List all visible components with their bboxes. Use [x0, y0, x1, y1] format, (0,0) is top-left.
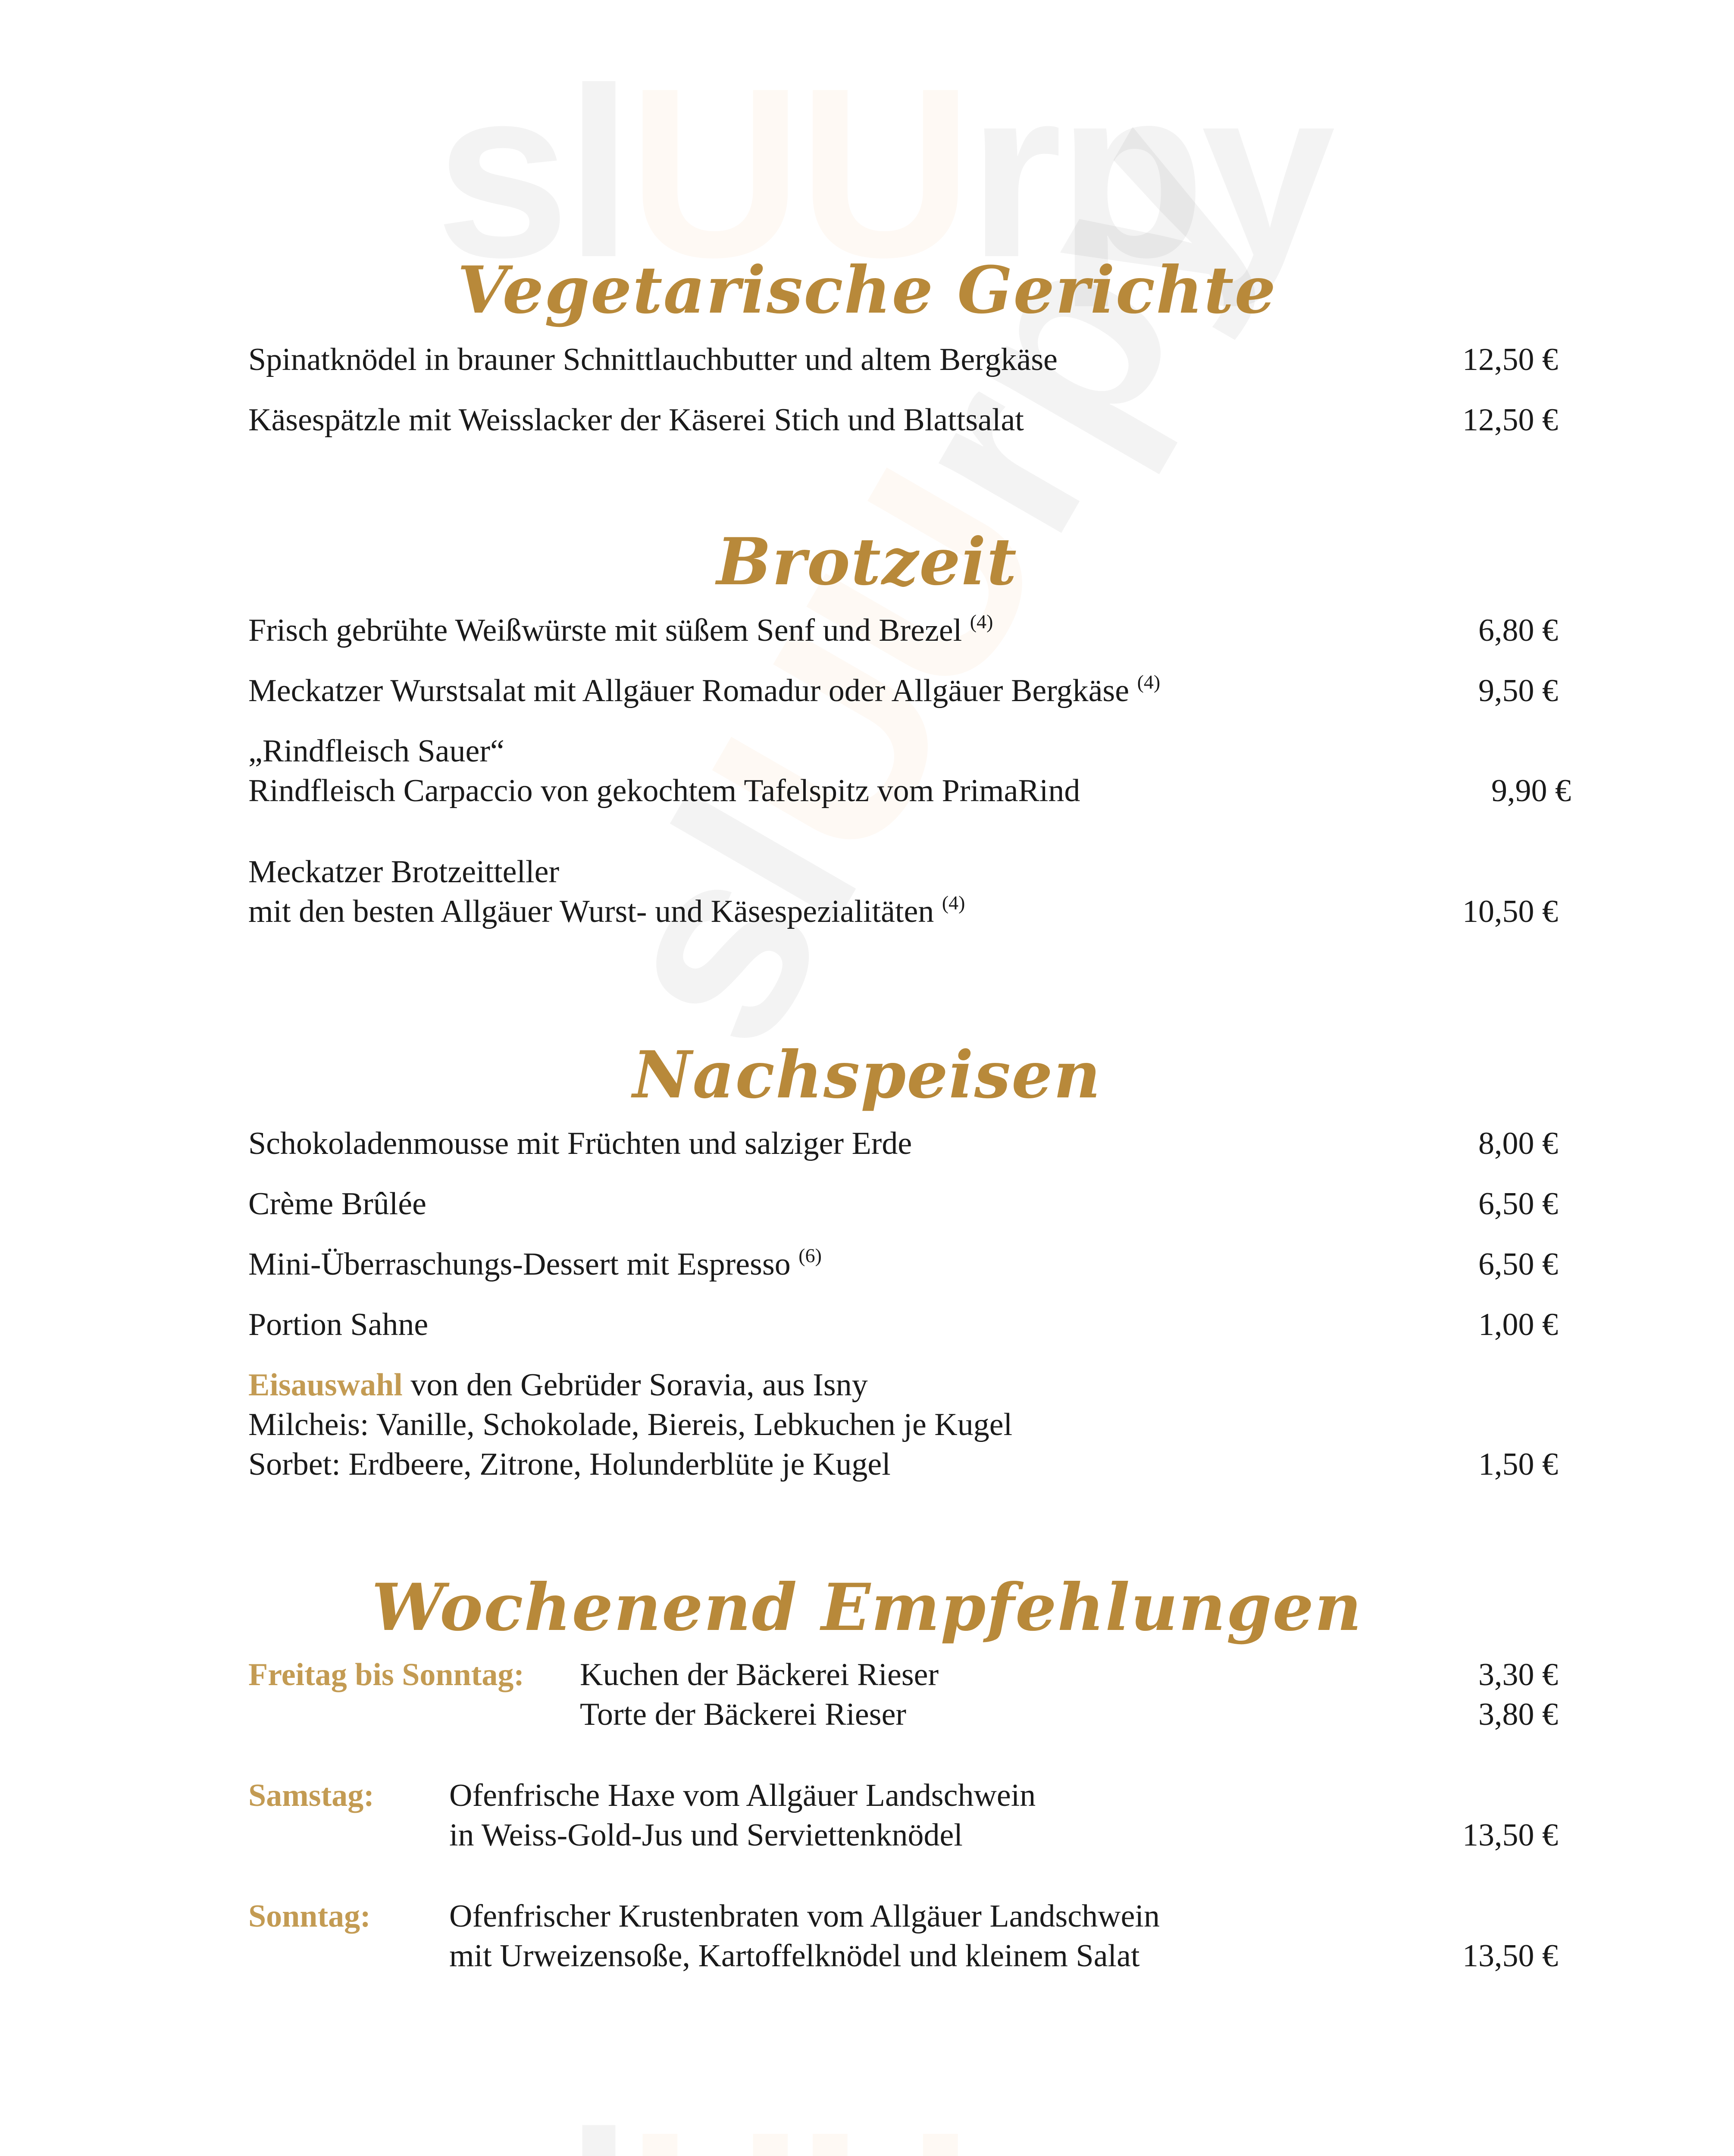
ice-cream-intro: Eisauswahl von den Gebrüder Soravia, aus Isny	[248, 1367, 868, 1403]
heading-brotzeit: Brotzeit	[716, 524, 1018, 600]
menu-item: Crème Brûlée	[248, 1186, 426, 1222]
menu-price: 6,80 €	[1478, 613, 1558, 648]
allergen-note: (4)	[1137, 671, 1161, 693]
menu-item-title: Meckatzer Brotzeitteller	[248, 854, 560, 890]
menu-item: Schokoladenmousse mit Früchten und salziger Erde	[248, 1126, 912, 1161]
allergen-note: (4)	[970, 611, 993, 633]
menu-item: mit den besten Allgäuer Wurst- und Käsespezialitäten $^{(4)}$	[248, 892, 965, 929]
menu-item-title: „Rindfleisch Sauer“	[248, 733, 504, 769]
weekend-label-saturday: Samstag:	[248, 1778, 374, 1813]
menu-price: 10,50 €	[1462, 894, 1558, 929]
menu-item: Kuchen der Bäckerei Rieser	[580, 1657, 939, 1692]
menu-price: 3,30 €	[1478, 1657, 1558, 1692]
heading-weekend: Wochenend Empfehlungen	[371, 1570, 1363, 1645]
menu-price: 8,00 €	[1478, 1126, 1558, 1161]
menu-item: Meckatzer Wurstsalat mit Allgäuer Romadur oder Allgäuer Bergkäse $^{(4)}$	[248, 671, 1161, 708]
menu-price: 9,90 €	[1491, 773, 1571, 808]
heading-desserts: Nachspeisen	[632, 1037, 1102, 1113]
menu-price: 3,80 €	[1478, 1697, 1558, 1732]
menu-price: 12,50 €	[1462, 342, 1558, 377]
menu-price: 1,50 €	[1478, 1447, 1558, 1482]
ice-cream-label: Eisauswahl	[248, 1367, 403, 1403]
menu-item: Spinatknödel in brauner Schnittlauchbutter und altem Bergkäse	[248, 342, 1058, 377]
menu-price: 6,50 €	[1478, 1247, 1558, 1282]
weekend-label-sunday: Sonntag:	[248, 1899, 371, 1934]
menu-item: Torte der Bäckerei Rieser	[580, 1697, 907, 1732]
menu-item: Portion Sahne	[248, 1307, 429, 1342]
menu-price: 13,50 €	[1462, 1938, 1558, 1974]
menu-item: Ofenfrische Haxe vom Allgäuer Landschwein	[449, 1778, 1036, 1813]
ice-cream-sorbet: Sorbet: Erdbeere, Zitrone, Holunderblüte je Kugel	[248, 1447, 891, 1482]
watermark-bottom	[435, 2096, 1331, 2156]
menu-price: 12,50 €	[1462, 402, 1558, 438]
menu-item: Rindfleisch Carpaccio von gekochtem Tafelspitz vom PrimaRind	[248, 773, 1080, 808]
ice-cream-milk: Milcheis: Vanille, Schokolade, Biereis, Lebkuchen je Kugel	[248, 1407, 1013, 1442]
allergen-note: (4)	[942, 892, 965, 914]
menu-item: Mini-Überraschungs-Dessert mit Espresso $^{(6)}$	[248, 1244, 822, 1282]
menu-item: Ofenfrischer Krustenbraten vom Allgäuer Landschwein	[449, 1899, 1160, 1934]
heading-vegetarian: Vegetarische Gerichte	[457, 252, 1277, 328]
weekend-label-friday: Freitag bis Sonntag:	[248, 1657, 525, 1692]
menu-price: 9,50 €	[1478, 673, 1558, 708]
menu-price: 6,50 €	[1478, 1186, 1558, 1222]
menu-item: in Weiss-Gold-Jus und Serviettenknödel	[449, 1818, 963, 1853]
allergen-note: (6)	[798, 1244, 822, 1266]
menu-price: 1,00 €	[1478, 1307, 1558, 1342]
menu-price: 13,50 €	[1462, 1818, 1558, 1853]
menu-item: mit Urweizensoße, Kartoffelknödel und kleinem Salat	[449, 1938, 1140, 1974]
menu-item: Käsespätzle mit Weisslacker der Käserei Stich und Blattsalat	[248, 402, 1024, 438]
menu-item: Frisch gebrühte Weißwürste mit süßem Senf und Brezel $^{(4)}$	[248, 611, 993, 648]
